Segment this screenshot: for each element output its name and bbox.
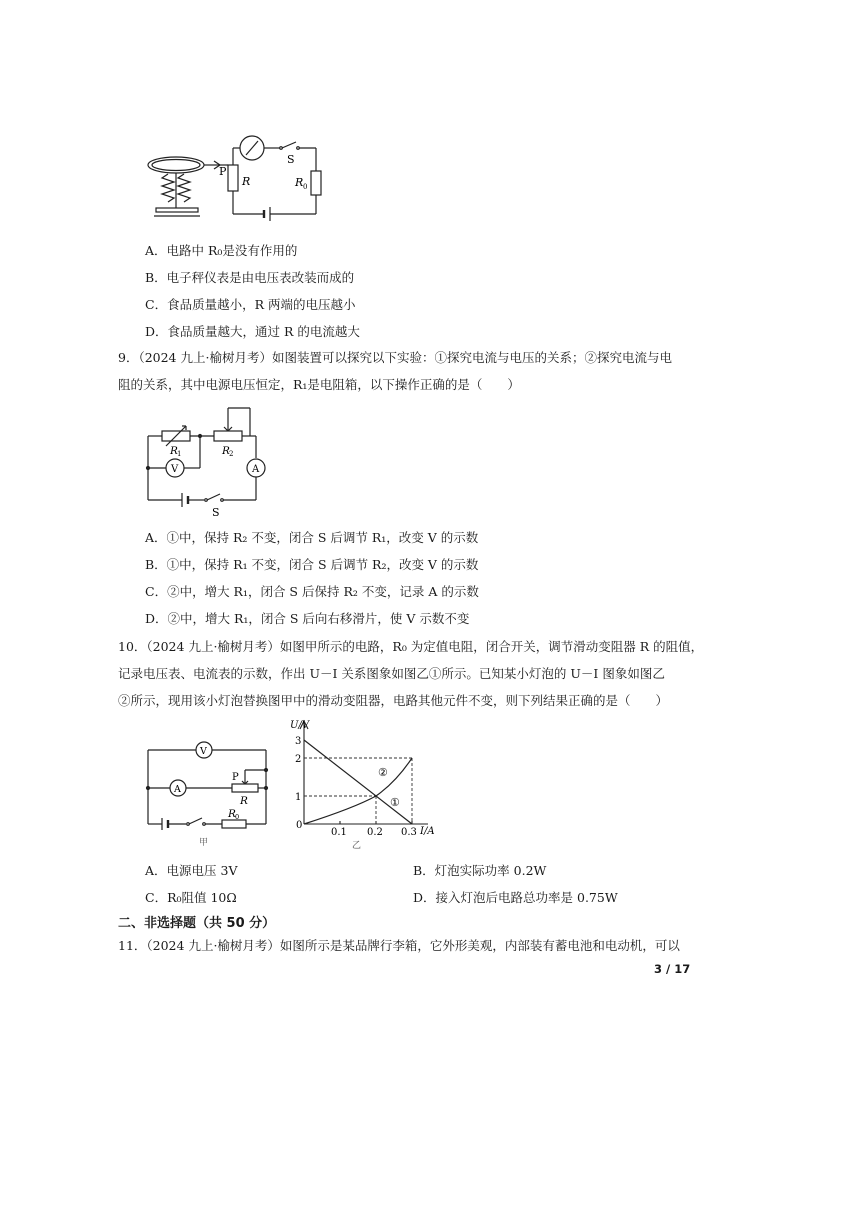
label-p: P xyxy=(232,772,239,783)
q8-option-a: A．电路中 R₀是没有作用的 xyxy=(145,243,298,258)
label-r: R xyxy=(240,795,248,807)
q9-stem-line2: 阻的关系，其中电源电压恒定，R₁是电阻箱，以下操作正确的是（ ） xyxy=(118,377,520,392)
graph-xtick-01: 0.1 xyxy=(331,827,347,838)
page-number: 3 / 17 xyxy=(654,962,691,976)
q10-option-d: D．接入灯泡后电路总功率是 0.75W xyxy=(413,890,618,905)
graph-label-1: ① xyxy=(390,796,400,809)
scale-circuit-figure xyxy=(140,130,340,225)
q10-resistor-r0 xyxy=(222,820,246,828)
q9-option-b: B．①中，保持 R₁ 不变，闭合 S 后调节 R₂，改变 V 的示数 xyxy=(145,557,479,572)
label-r0-sub: 0 xyxy=(303,183,308,191)
graph-ylabel: U/V xyxy=(290,720,310,731)
q10-option-c: C．R₀阻值 10Ω xyxy=(145,890,237,905)
label-r2: R xyxy=(222,445,230,457)
q9-option-c: C．②中，增大 R₁，闭合 S 后保持 R₂ 不变，记录 A 的示数 xyxy=(145,584,479,599)
label-r0: R xyxy=(228,808,236,820)
label-v: V xyxy=(200,746,207,757)
spring-left xyxy=(162,174,174,202)
q10-circuit-figure-jia xyxy=(140,738,275,850)
label-r0: R xyxy=(295,176,304,189)
label-s: S xyxy=(287,153,295,166)
label-r0-sub: 0 xyxy=(235,813,240,821)
graph-xlabel: I/A xyxy=(420,826,435,837)
figure-caption-jia: 甲 xyxy=(199,838,209,848)
label-r: R xyxy=(242,175,251,188)
switch-s xyxy=(282,142,296,148)
label-a: A xyxy=(252,464,260,475)
label-r2-sub: 2 xyxy=(229,450,234,458)
graph-ytick-2: 2 xyxy=(295,754,302,765)
q10-stem-line2: 记录电压表、电流表的示数，作出 U－I 关系图象如图乙①所示。已知某小灯泡的 U－I 图象如图乙 xyxy=(118,666,665,681)
label-v: V xyxy=(171,464,179,475)
graph-line-1 xyxy=(304,740,412,824)
q10-option-a: A．电源电压 3V xyxy=(145,863,238,878)
q10-switch xyxy=(189,818,202,824)
q10-ui-graph-yi xyxy=(288,716,448,852)
q8-option-c: C．食品质量越小，R 两端的电压越小 xyxy=(145,297,356,312)
label-r1: R xyxy=(170,445,178,457)
graph-curve-2 xyxy=(304,758,412,824)
q10-stem-line3: ②所示，现用该小灯泡替换图甲中的滑动变阻器，电路其他元件不变，则下列结果正确的是（ ） xyxy=(118,693,669,708)
graph-xtick-02: 0.2 xyxy=(367,827,383,838)
q9-switch xyxy=(207,494,220,500)
q11-stem-line1: 11．（2024 九上·榆树月考）如图所示是某品牌行李箱，它外形美观，内部装有蓄电池和电动机，可以 xyxy=(118,938,680,953)
resistor-r xyxy=(228,165,238,191)
resistor-r0 xyxy=(311,171,321,195)
rheostat-r2 xyxy=(214,431,242,441)
label-r1-sub: 1 xyxy=(177,450,182,458)
q10-option-b: B．灯泡实际功率 0.2W xyxy=(413,863,547,878)
q9-option-a: A．①中，保持 R₂ 不变，闭合 S 后调节 R₁，改变 V 的示数 xyxy=(145,530,479,545)
q8-option-d: D．食品质量越大，通过 R 的电流越大 xyxy=(145,324,360,339)
figure-caption-yi: 乙 xyxy=(352,841,362,851)
section-heading: 二、非选择题（共 50 分） xyxy=(118,916,276,931)
label-p: P xyxy=(219,165,227,178)
label-a: A xyxy=(174,784,181,795)
graph-ytick-1: 1 xyxy=(295,792,302,803)
spring-right xyxy=(178,174,190,202)
graph-xtick-03: 0.3 xyxy=(401,827,417,838)
graph-label-2: ② xyxy=(378,766,388,779)
q9-option-d: D．②中，增大 R₁，闭合 S 后向右移滑片，使 V 示数不变 xyxy=(145,611,470,626)
label-s: S xyxy=(212,506,220,519)
q10-rheostat-r xyxy=(232,784,258,792)
q9-stem-line1: 9．（2024 九上·榆树月考）如图装置可以探究以下实验：①探究电流与电压的关系；②探究电流与电 xyxy=(118,350,672,365)
q9-circuit-figure xyxy=(140,402,270,520)
graph-origin: 0 xyxy=(296,820,303,831)
graph-ytick-3: 3 xyxy=(295,736,302,747)
q8-option-b: B．电子秤仪表是由电压表改装而成的 xyxy=(145,270,355,285)
q10-stem-line1: 10．（2024 九上·榆树月考）如图甲所示的电路，R₀ 为定值电阻，闭合开关，调节滑动变阻器 R 的阻值， xyxy=(118,639,704,654)
